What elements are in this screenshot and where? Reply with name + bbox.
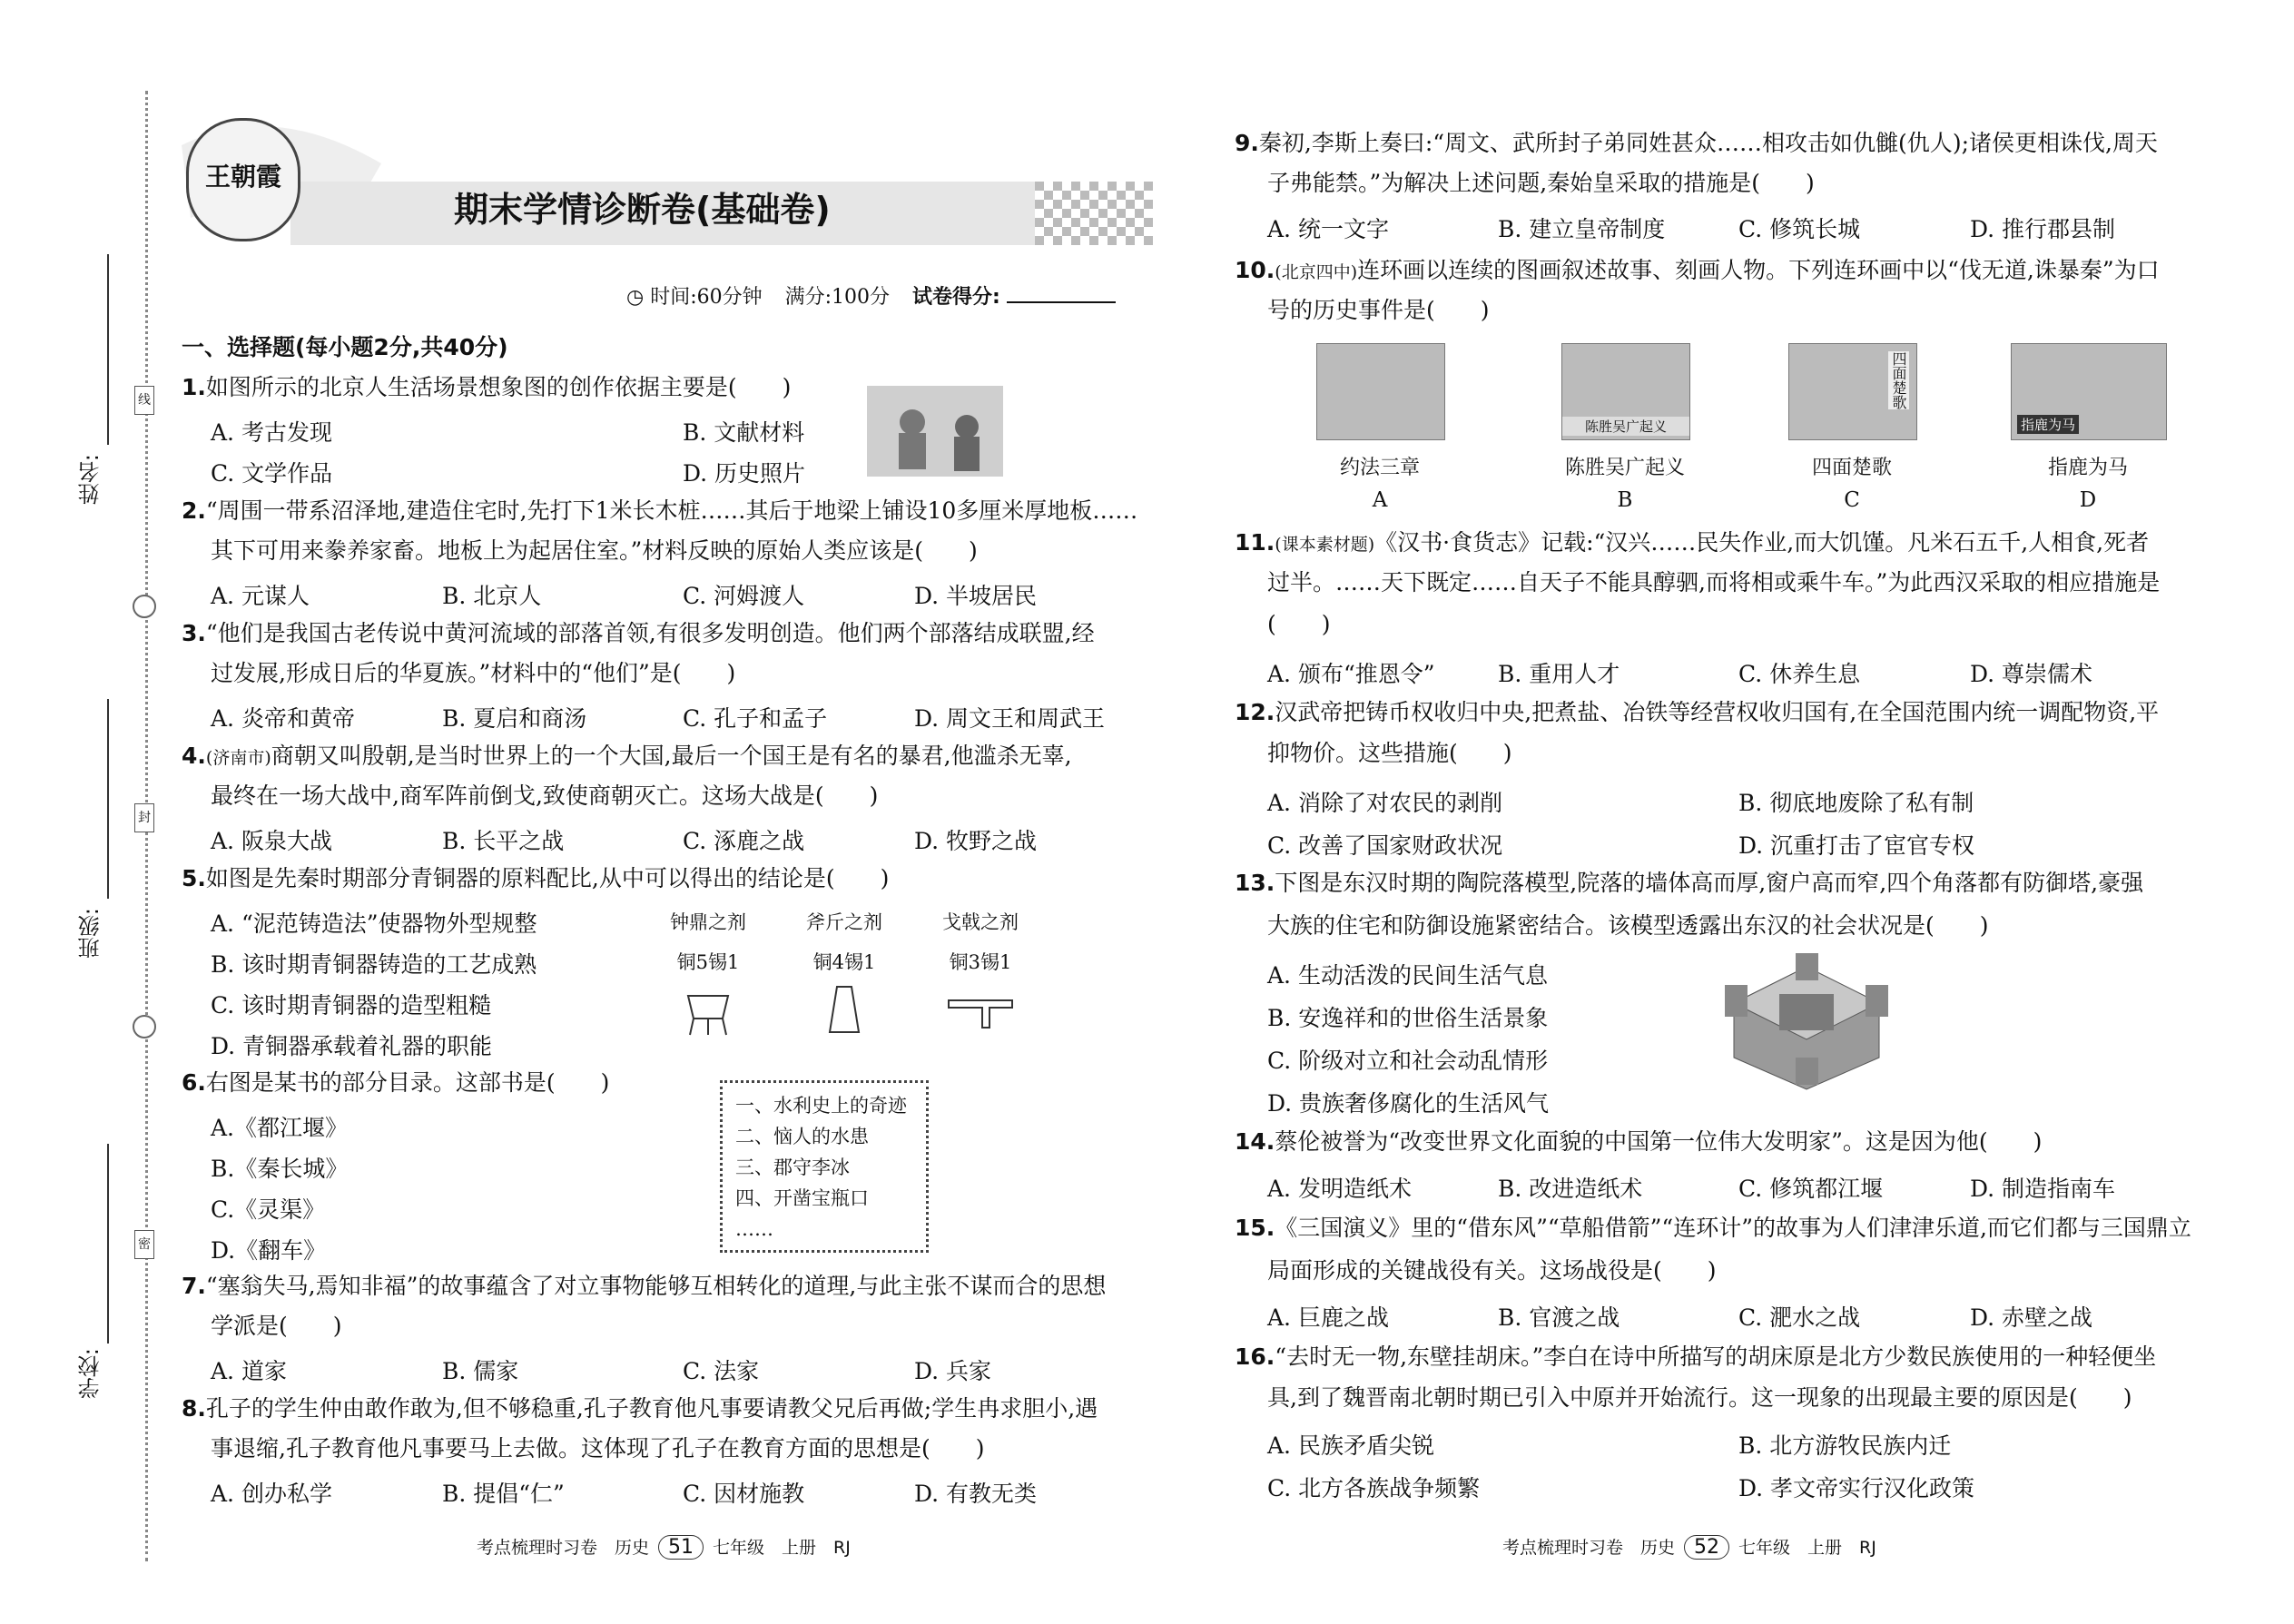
option[interactable]: B. 改进造纸术 (1498, 1176, 1643, 1202)
score-label: 试卷得分: (912, 286, 1000, 309)
question-2: 2.“周围一带系沼泽地,建造住宅时,先打下1米长木桩……其后于地梁上铺设10多厘米厚地板…… (182, 497, 1138, 524)
comic-caption: 指鹿为马 (2047, 457, 2128, 479)
footer-right: 考点梳理时习卷 历史 52 七年级 上册 RJ (1502, 1536, 1876, 1559)
exam-info (626, 281, 1116, 310)
option[interactable]: A.《都江堰》 (211, 1115, 349, 1141)
clock-icon: ◷ (626, 286, 645, 309)
option[interactable]: D. 有教无类 (914, 1481, 1038, 1507)
comic-option[interactable]: D (2079, 488, 2097, 512)
option[interactable]: D. 牧野之战 (914, 828, 1038, 854)
comic-option[interactable]: C (1844, 488, 1860, 512)
option[interactable]: D. 沉重打击了宦官专权 (1738, 832, 1975, 859)
option[interactable]: B. 长平之战 (442, 828, 565, 854)
option[interactable]: D.《翻车》 (211, 1237, 327, 1264)
option[interactable]: C. 修筑都江堰 (1738, 1176, 1884, 1202)
question-13-cont: 大族的住宅和防御设施紧密结合。该模型透露出东汉的社会状况是( ) (1267, 912, 1989, 939)
courtyard-model-picture (1716, 949, 1888, 1094)
seal-mark: 线 (134, 386, 154, 415)
option[interactable]: C. 因材施教 (683, 1481, 805, 1507)
option[interactable]: B. 儒家 (442, 1358, 519, 1384)
option[interactable]: A. 道家 (211, 1358, 287, 1384)
question-16: 16.“去时无一物,东壁挂胡床。”李白在诗中所描写的胡床原是北方少数民族使用的一种轻便坐 (1235, 1343, 2157, 1370)
option[interactable]: D. 历史照片 (683, 460, 806, 487)
question-16-cont: 具,到了魏晋南北朝时期已引入中原并开始流行。这一现象的出现最主要的原因是( ) (1267, 1384, 2132, 1411)
question-4: 4.(济南市)商朝又叫殷朝,是当时世界上的一个大国,最后一个国王是有名的暴君,他滥杀无辜, (182, 743, 1072, 769)
exam-time: 时间:60分钟 (650, 286, 763, 309)
option[interactable]: D. 赤壁之战 (1970, 1304, 2093, 1331)
option[interactable]: D. 尊崇儒术 (1970, 661, 2093, 687)
question-7: 7.“塞翁失马,焉知非福”的故事蕴含了对立事物能够互相转化的道理,与此主张不谋而合的思想 (182, 1273, 1107, 1299)
question-11-cont: ( ) (1267, 611, 1331, 637)
comic-picture-b: 陈胜吴广起义 (1561, 343, 1690, 440)
question-13: 13.下图是东汉时期的陶院落模型,院落的墙体高而厚,窗户高而窄,四个角落都有防御塔,豪强 (1235, 870, 2144, 896)
option[interactable]: C. 阶级对立和社会动乱情形 (1267, 1048, 1549, 1074)
question-10-cont: 号的历史事件是( ) (1267, 297, 1490, 323)
question-12-cont: 抑物价。这些措施( ) (1267, 740, 1512, 766)
page-number: 51 (658, 1535, 704, 1560)
comic-picture-d: 指鹿为马 (2011, 343, 2167, 440)
option[interactable]: C. 孔子和孟子 (683, 705, 828, 732)
option[interactable]: C. 法家 (683, 1358, 760, 1384)
option[interactable]: D. 兵家 (914, 1358, 992, 1384)
class-field[interactable] (107, 699, 109, 899)
option[interactable]: B. 夏启和商汤 (442, 705, 587, 732)
option[interactable]: D. 贵族奢侈腐化的生活风气 (1267, 1090, 1550, 1117)
dagger-axe-icon (944, 982, 1017, 1037)
comic-option[interactable]: B (1617, 488, 1633, 512)
name-label: 姓名: (78, 454, 103, 506)
option[interactable]: C. 休养生息 (1738, 661, 1861, 687)
option[interactable]: B. 北京人 (442, 583, 542, 609)
option[interactable]: B.《秦长城》 (211, 1156, 349, 1182)
option[interactable]: C.《灵渠》 (211, 1196, 326, 1223)
footer-left: 考点梳理时习卷 历史 51 七年级 上册 RJ (477, 1536, 851, 1559)
option[interactable]: A. 发明造纸术 (1267, 1176, 1412, 1202)
option[interactable]: A. 民族矛盾尖锐 (1267, 1432, 1434, 1459)
option[interactable]: B. 重用人才 (1498, 661, 1620, 687)
option[interactable]: C. 改善了国家财政状况 (1267, 832, 1503, 859)
option[interactable]: B. 该时期青铜器铸造的工艺成熟 (211, 951, 537, 978)
option[interactable]: A. 生动活泼的民间生活气息 (1267, 962, 1548, 989)
option[interactable]: C. 该时期青铜器的造型粗糙 (211, 992, 492, 1019)
comic-option[interactable]: A (1372, 488, 1388, 512)
logo-text: 王朝霞 (204, 162, 281, 192)
comic-picture-a (1316, 343, 1445, 440)
option[interactable]: B. 安逸祥和的世俗生活景象 (1267, 1005, 1549, 1031)
option[interactable]: C. 修筑长城 (1738, 216, 1861, 242)
option[interactable]: A. 元谋人 (211, 583, 310, 609)
brand-logo (186, 118, 300, 241)
page-number: 52 (1684, 1535, 1729, 1560)
question-11-cont: 过半。……天下既定……自天子不能具醇驷,而将相或乘牛车。”为此西汉采取的相应措施是 (1267, 569, 2161, 595)
comic-caption: 陈胜吴广起义 (1564, 457, 1685, 479)
class-label: 班级: (78, 908, 103, 960)
question-15: 15.《三国演义》里的“借东风”“草船借箭”“连环计”的故事为人们津津乐道,而它们都与三国鼎立 (1235, 1215, 2191, 1241)
option[interactable]: C. 淝水之战 (1738, 1304, 1861, 1331)
question-1: 1.如图所示的北京人生活场景想象图的创作依据主要是( ) (182, 374, 792, 400)
question-8-cont: 事退缩,孔子教育他凡事要马上去做。这体现了孔子在教育方面的思想是( ) (211, 1435, 985, 1462)
option[interactable]: A. 消除了对农民的剥削 (1267, 790, 1502, 816)
comic-picture-c: 四面楚歌 (1788, 343, 1917, 440)
question-3-cont: 过发展,形成日后的华夏族。”材料中的“他们”是( ) (211, 660, 736, 686)
page-title: 期末学情诊断卷(基础卷) (454, 190, 831, 230)
option[interactable]: A. 阪泉大战 (211, 828, 332, 854)
exam-full-score: 满分:100分 (784, 286, 891, 309)
option[interactable]: C. 河姆渡人 (683, 583, 805, 609)
ding-vessel-icon (681, 982, 735, 1037)
option[interactable]: B. 北方游牧民族内迁 (1738, 1432, 1952, 1459)
option[interactable]: A. 颁布“推恩令” (1267, 661, 1435, 687)
school-field[interactable] (107, 1144, 109, 1343)
option[interactable]: D. 青铜器承载着礼器的职能 (211, 1033, 493, 1059)
option[interactable]: D. 孝文帝实行汉化政策 (1738, 1475, 1975, 1501)
question-9-cont: 子弗能禁。”为解决上述问题,秦始皇采取的措施是( ) (1267, 170, 1815, 196)
bronze-figure-2: 斧斤之剂 铜4锡1 (790, 908, 899, 1041)
question-6: 6.右图是某书的部分目录。这部书是( ) (182, 1069, 610, 1096)
school-label: 学校: (78, 1348, 103, 1400)
option[interactable]: A. 巨鹿之战 (1267, 1304, 1389, 1331)
option[interactable]: C. 文学作品 (211, 460, 333, 487)
section-heading: 一、选择题(每小题2分,共40分) (182, 334, 508, 360)
seal-mark: 封 (134, 803, 154, 832)
option[interactable]: D. 周文王和周武王 (914, 705, 1106, 732)
question-4-cont: 最终在一场大战中,商军阵前倒戈,致使商朝灭亡。这场大战是( ) (211, 782, 879, 809)
question-5: 5.如图是先秦时期部分青铜器的原料配比,从中可以得出的结论是( ) (182, 865, 890, 891)
question-2-cont: 其下可用来豢养家畜。地板上为起居住室。”材料反映的原始人类应该是( ) (211, 537, 978, 564)
option[interactable]: B. 文献材料 (683, 419, 805, 446)
option[interactable]: D. 推行郡县制 (1970, 216, 2116, 242)
question-3: 3.“他们是我国古老传说中黄河流域的部落首领,有很多发明创造。他们两个部落结成联盟,经 (182, 620, 1095, 646)
option[interactable]: A. 考古发现 (211, 419, 332, 446)
option[interactable]: A. 创办私学 (211, 1481, 332, 1507)
book-toc: 一、水利史上的奇迹 二、恼人的水患 三、郡守李冰 四、开凿宝瓶口 …… (720, 1080, 929, 1253)
option[interactable]: B. 彻底地废除了私有制 (1738, 790, 1974, 816)
name-field[interactable] (107, 254, 109, 445)
question-10: 10.(北京四中)连环画以连续的图画叙述故事、刻画人物。下列连环画中以“伐无道,诛暴秦”为口 (1235, 257, 2160, 283)
peking-man-picture (867, 386, 1003, 477)
option[interactable]: B. 官渡之战 (1498, 1304, 1620, 1331)
option[interactable]: D. 制造指南车 (1970, 1176, 2116, 1202)
option[interactable]: B. 提倡“仁” (442, 1481, 565, 1507)
comic-caption: 约法三章 (1339, 457, 1420, 479)
option[interactable]: C. 涿鹿之战 (683, 828, 805, 854)
question-9: 9.秦初,李斯上奏曰:“周文、武所封子弟同姓甚众……相攻击如仇雠(仇人);诸侯更相诛伐,周天 (1235, 130, 2158, 156)
question-12: 12.汉武帝把铸币权收归中央,把煮盐、冶铁等经营权收归国有,在全国范围内统一调配物资,平 (1235, 699, 2160, 725)
option[interactable]: A. “泥范铸造法”使器物外型规整 (211, 910, 537, 937)
option[interactable]: A. 炎帝和黄帝 (211, 705, 355, 732)
option[interactable]: A. 统一文字 (1267, 216, 1389, 242)
comic-caption: 四面楚歌 (1811, 457, 1892, 479)
option[interactable]: B. 建立皇帝制度 (1498, 216, 1666, 242)
bronze-figure-3: 戈戟之剂 铜3锡1 (926, 908, 1035, 1041)
score-field[interactable] (1007, 301, 1116, 303)
binding-knot-icon (133, 1015, 156, 1038)
axe-icon (817, 982, 871, 1037)
question-14: 14.蔡伦被誉为“改变世界文化面貌的中国第一位伟大发明家”。这是因为他( ) (1235, 1128, 2043, 1155)
binding-knot-icon (133, 595, 156, 618)
question-7-cont: 学派是( ) (211, 1313, 342, 1339)
bronze-figure-1: 钟鼎之剂 铜5锡1 (654, 908, 763, 1041)
question-15-cont: 局面形成的关键战役有关。这场战役是( ) (1267, 1257, 1717, 1284)
question-8: 8.孔子的学生仲由敢作敢为,但不够稳重,孔子教育他凡事要请教父兄后再做;学生冉求胆小,遇 (182, 1395, 1098, 1422)
option[interactable]: D. 半坡居民 (914, 583, 1038, 609)
option[interactable]: C. 北方各族战争频繁 (1267, 1475, 1481, 1501)
question-11: 11.(课本素材题)《汉书·食货志》记载:“汉兴……民失作业,而大饥馑。凡米石五千,人相食,死者 (1235, 529, 2150, 556)
seal-mark: 密 (134, 1230, 154, 1259)
